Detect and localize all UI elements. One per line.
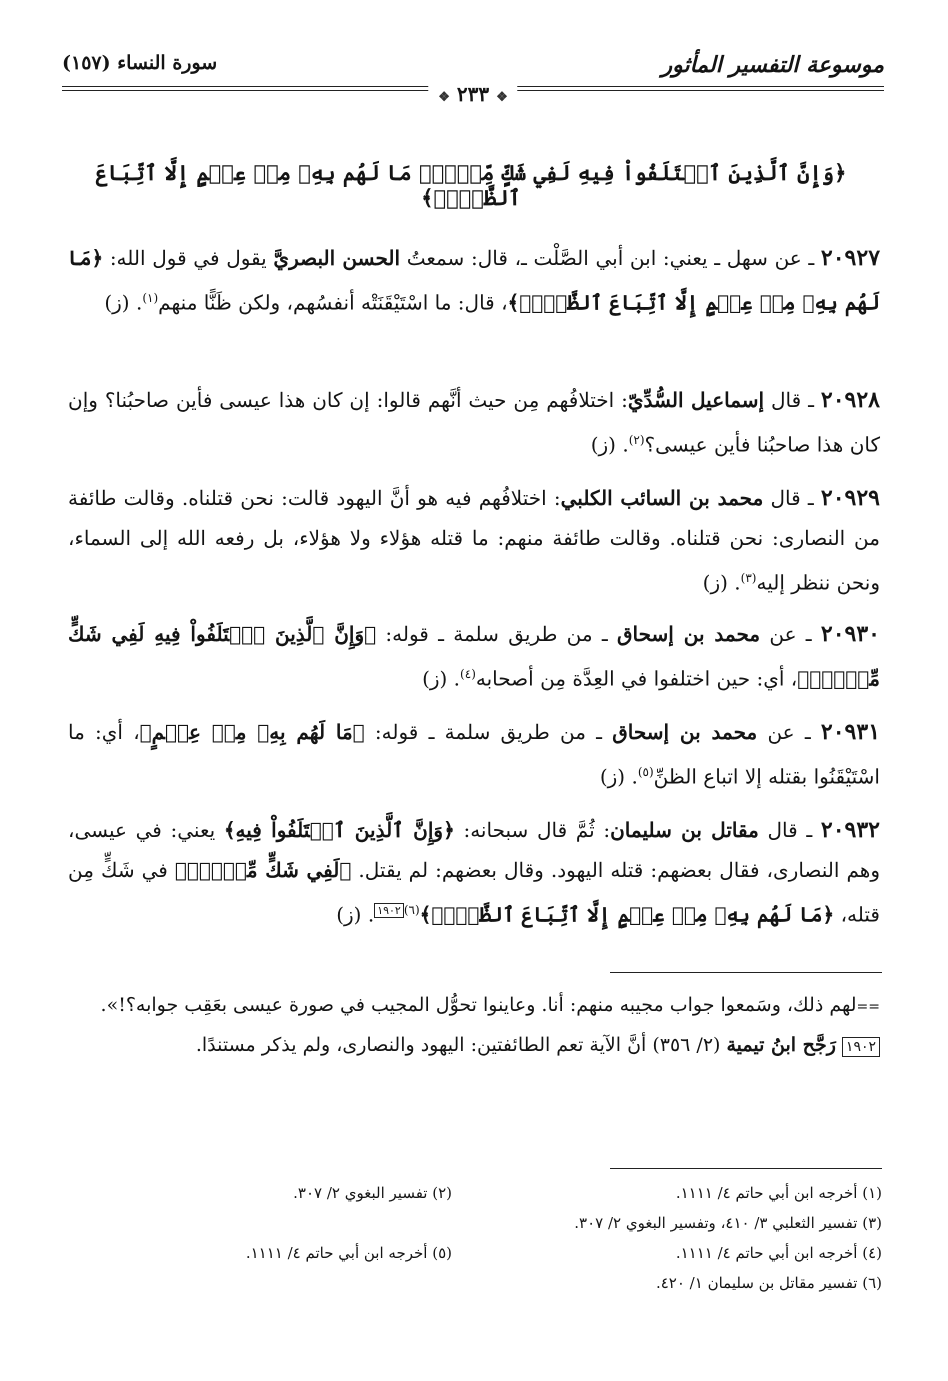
entry-text: ـ قال — [758, 818, 821, 842]
entry-text: ـ من طريق سلمة ـ قوله: — [376, 622, 618, 646]
section-divider — [610, 972, 882, 973]
entry-number: ٢٠٩٢٧ — [820, 245, 881, 271]
quran-quote: ﴿مَا لَهُم بِهِۦ مِنۡ عِلۡمٍ إِلَّا ٱتِّبَاعَ ٱلظَّنِّۚ﴾ — [68, 246, 880, 315]
footnote: (٣) تفسير الثعلبي ٣/ ٤١٠، وتفسير البغوي ٢/ ٣٠٧. — [574, 1214, 882, 1232]
narration-entry — [68, 712, 880, 797]
quran-quote: ﴿وَإِنَّ ٱلَّذِينَ ٱخۡتَلَفُواْ فِيهِ﴾ — [223, 818, 455, 842]
footnote: (٦) تفسير مقاتل بن سليمان ١/ ٤٢٠. — [655, 1274, 882, 1292]
entry-text: . (ز) — [599, 764, 638, 789]
note-ref-box[interactable]: ١٩٠٢ — [374, 903, 404, 918]
narrator-name: مقاتل بن سليمان — [610, 818, 759, 842]
entry-text: ، أي: ما اسْتَيْقَنُوا بقتله إلا اتباع الظنِّ — [68, 720, 880, 789]
entry-text: . (ز) — [104, 290, 143, 315]
entry-text: ـ عن — [760, 622, 821, 646]
narrator-name: محمد بن السائب الكلبي — [560, 486, 764, 510]
footnote: (٥) أخرجه ابن أبي حاتم ٤/ ١١١١. — [245, 1244, 452, 1262]
commentary-section — [50, 986, 880, 1064]
footnotes-column-right — [452, 1178, 882, 1298]
narrator-name: الحسن البصريَّ — [273, 246, 401, 270]
footnote-ref[interactable]: (٥) — [637, 765, 654, 779]
page-number: ٢٣٣ — [456, 82, 490, 106]
footnote-ref[interactable]: (٣) — [740, 571, 757, 585]
entry-text: . (ز) — [702, 570, 741, 595]
entry-text: ـ قال — [764, 388, 821, 412]
entry-text: ـ عن سهل ـ يعني: ابن أبي الصَّلْت ـ، قال: سمعتُ — [400, 246, 821, 270]
surah-title: سورة النساء (١٥٧) — [62, 52, 218, 74]
footnote: (٢) تفسير البغوي ٢/ ٣٠٧. — [293, 1184, 452, 1202]
quran-quote: ﴿مَا لَهُم بِهِۦ مِنۡ عِلۡمٍ﴾ — [139, 720, 365, 744]
footnote: (٤) أخرجه ابن أبي حاتم ٤/ ١١١١. — [675, 1244, 882, 1262]
book-title: موسوعة التفسير المأثور — [661, 52, 884, 78]
footnote-spacer — [82, 1208, 452, 1238]
note-number-box: ١٩٠٢ — [842, 1037, 880, 1057]
entry-text: ـ قال — [763, 486, 821, 510]
entry-text: ، قال: ما اسْتَيْقَنَتْه أنفسُهم، ولكن ظَنًّا منهم — [158, 290, 508, 315]
quran-verse: ﴿وَإِنَّ ٱلَّذِينَ ٱخۡتَلَفُواْ فِيهِ لَفِي شَكٍّ مِّنۡهُۚ مَا لَهُم بِهِۦ مِنۡ عِلۡمٍ إِلَّا ٱتِّبَاعَ ٱلظَّنِّۚ﴾ — [95, 160, 847, 210]
page-header — [62, 46, 884, 108]
entry-text: : اختلافُهم فيه هو أنَّ اليهود قالت: نحن قتلناه. وقالت طائفة من النصارى: نحن قتلناه. وقالت طائفة منهم: ما قتله هؤلاء ولا هؤلاء، بل رفعه الله إلى السماء، ونحن ننظر إليه — [68, 486, 880, 595]
footnote: (١) أخرجه ابن أبي حاتم ٤/ ١١١١. — [675, 1184, 882, 1202]
note-author: رَجَّح ابنُ تيمية — [726, 1034, 836, 1056]
footnote-ref[interactable]: (١) — [142, 291, 159, 305]
entry-number: ٢٠٩٣٢ — [820, 817, 880, 843]
entry-text: ـ من طريق سلمة ـ قوله: — [364, 720, 613, 744]
entry-text: . (ز) — [590, 432, 629, 457]
entry-number: ٢٠٩٢٨ — [820, 387, 880, 413]
continuation-text: لهم ذلك، وسَمعوا جواب مجيبه منهم: أنا. وعاينوا تحوُّل المجيب في صورة عيسى بعَقِب جوابه؟!». — [100, 994, 857, 1016]
entry-number: ٢٠٩٢٩ — [820, 485, 880, 511]
entry-text: يعني: في عيسى، وهم النصارى، فقال بعضهم: قتله اليهود. وقال بعضهم: لم يقتل. — [68, 818, 880, 882]
narration-entry — [68, 810, 880, 935]
entry-text: : ثُمَّ قال سبحانه: — [454, 818, 611, 842]
entry-number: ٢٠٩٣٠ — [820, 621, 880, 647]
entry-text: في شَكٍّ مِن قتله، — [68, 858, 880, 927]
narrator-name: إسماعيل السُّدِّيّ — [627, 388, 765, 412]
entry-text: . (ز) — [336, 902, 375, 927]
narration-entry — [68, 238, 880, 323]
narration-entry — [68, 478, 880, 603]
narrator-name: محمد بن إسحاق — [617, 622, 761, 646]
narration-entry — [68, 380, 880, 465]
quran-quote: ﴿لَفِي شَكٍّ مِّنۡهُۚ﴾ — [174, 858, 352, 882]
entry-text: . (ز) — [422, 666, 461, 691]
entry-number: ٢٠٩٣١ — [820, 719, 881, 745]
entry-text: : اختلافُهم مِن حيث أنَّهم قالوا: إن كان هذا عيسى فأين صاحبُنا؟ وإن كان هذا صاحبُنا فأين عيسى؟ — [68, 388, 880, 457]
entry-text: يقول في قول الله: — [103, 246, 274, 270]
quran-quote: ﴿وَإِنَّ ٱلَّذِينَ ٱخۡتَلَفُواْ فِيهِ لَفِي شَكٍّ مِّنۡهُۚ﴾ — [68, 622, 880, 691]
continuation-marker: == — [856, 999, 880, 1015]
narration-entry — [68, 614, 880, 699]
commentary-note — [50, 1026, 880, 1064]
continuation-paragraph — [50, 986, 880, 1026]
quran-quote: ﴿مَا لَهُم بِهِۦ مِنۡ عِلۡمٍ إِلَّا ٱتِّبَاعَ ٱلظَّنِّۚ﴾ — [419, 902, 835, 927]
narrator-name: محمد بن إسحاق — [612, 720, 758, 744]
footnotes-divider — [610, 1168, 882, 1169]
footnotes-column-left — [82, 1178, 452, 1268]
footnote-ref[interactable]: (٦) — [403, 903, 420, 917]
note-text: (٢/ ٣٥٦) أنَّ الآية تعم الطائفتين: اليهود والنصارى، ولم يذكر مستندًا. — [195, 1034, 727, 1056]
entry-text: ـ عن — [757, 720, 821, 744]
footnote-ref[interactable]: (٢) — [628, 433, 645, 447]
footnote-ref[interactable]: (٤) — [460, 667, 476, 681]
entry-text: ، أي: حين اختلفوا في العِدَّة مِن أصحابه — [475, 666, 798, 691]
ornament-icon: ❖ — [496, 90, 508, 105]
page-number-box — [428, 82, 517, 106]
ornament-icon: ❖ — [438, 90, 450, 105]
